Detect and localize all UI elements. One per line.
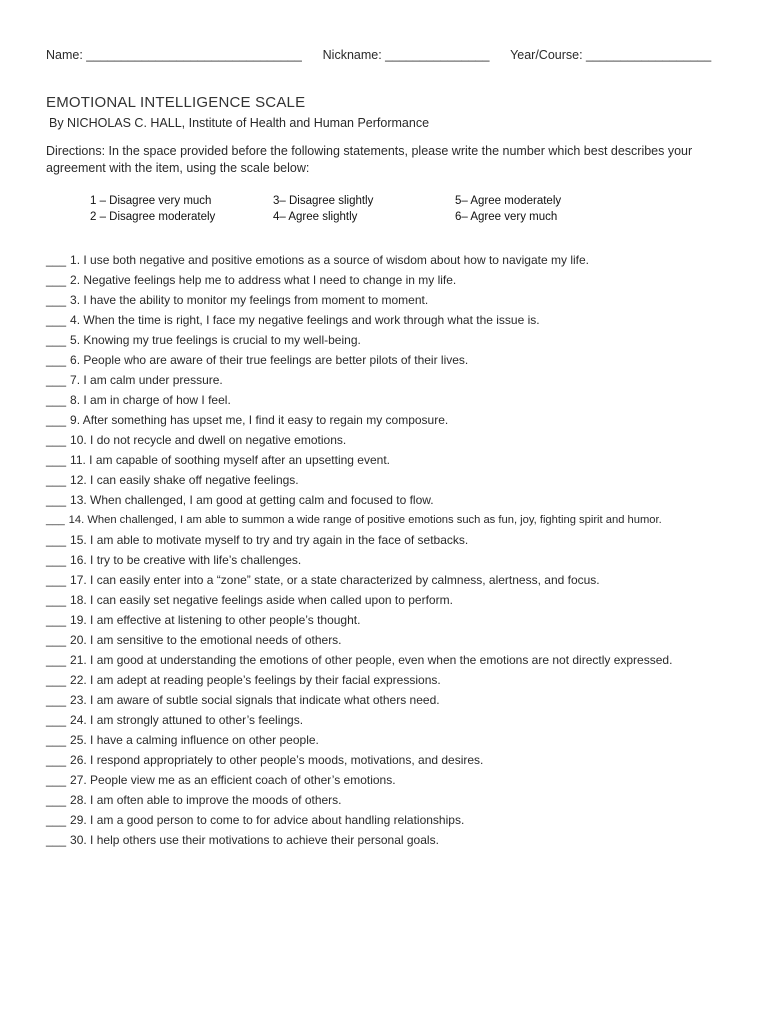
- statement-text: 16. I try to be creative with life’s challenges.: [70, 553, 302, 567]
- byline: By NICHOLAS C. HALL, Institute of Health and Human Performance: [49, 116, 430, 130]
- answer-blank[interactable]: ___: [46, 333, 67, 347]
- statement-item: [46, 412, 746, 432]
- answer-blank[interactable]: ___: [46, 633, 67, 647]
- statement-text: 20. I am sensitive to the emotional needs of others.: [70, 633, 342, 647]
- scale-item: 6– Agree very much: [455, 211, 558, 223]
- statement-text: 14. When challenged, I am able to summon a wide range of positive emotions such as fun, joy, fighting spirit and humor.: [68, 514, 662, 526]
- name-field[interactable]: Name: _______________________________: [46, 48, 302, 62]
- statement-item: [46, 732, 746, 752]
- statement-text: 5. Knowing my true feelings is crucial to my well-being.: [70, 333, 361, 347]
- statement-text: 4. When the time is right, I face my negative feelings and work through what the issue is.: [70, 313, 540, 327]
- statement-item: [46, 332, 746, 352]
- answer-blank[interactable]: ___: [46, 514, 65, 526]
- statement-text: 21. I am good at understanding the emotions of other people, even when the emotions are not directly expressed.: [70, 653, 673, 667]
- statement-item: [46, 832, 746, 852]
- statement-item: [46, 612, 746, 632]
- statement-item: [46, 672, 746, 692]
- statement-item: [46, 392, 746, 412]
- answer-blank[interactable]: ___: [46, 253, 67, 267]
- statement-item: [46, 292, 746, 312]
- statement-item: [46, 592, 746, 612]
- statement-item: [46, 252, 746, 272]
- statement-text: 2. Negative feelings help me to address what I need to change in my life.: [70, 273, 457, 287]
- answer-blank[interactable]: ___: [46, 693, 67, 707]
- statement-item: [46, 432, 746, 452]
- directions: Directions: In the space provided before the following statements, please write the number which best describes your agreement with the item, using the scale below:: [46, 144, 693, 175]
- answer-blank[interactable]: ___: [46, 393, 67, 407]
- statement-item: [46, 492, 746, 512]
- statement-item: [46, 652, 746, 672]
- statement-text: 3. I have the ability to monitor my feelings from moment to moment.: [70, 293, 429, 307]
- answer-blank[interactable]: ___: [46, 553, 67, 567]
- scale-item: 3– Disagree slightly: [273, 195, 374, 207]
- nickname-field[interactable]: Nickname: _______________: [322, 48, 490, 62]
- statement-item: [46, 812, 746, 832]
- answer-blank[interactable]: ___: [46, 453, 67, 467]
- statement-item: [46, 352, 746, 372]
- scale-item: 5– Agree moderately: [455, 195, 562, 207]
- statement-text: 25. I have a calming influence on other people.: [70, 733, 319, 747]
- statement-text: 30. I help others use their motivations to achieve their personal goals.: [70, 833, 439, 847]
- statement-item: [46, 532, 746, 552]
- answer-blank[interactable]: ___: [46, 613, 67, 627]
- answer-blank[interactable]: ___: [46, 493, 67, 507]
- statement-list: [46, 252, 746, 852]
- statement-item: [46, 572, 746, 592]
- header-fields: [46, 48, 726, 62]
- statement-text: 26. I respond appropriately to other people’s moods, motivations, and desires.: [70, 753, 484, 767]
- statement-item: [46, 472, 746, 492]
- answer-blank[interactable]: ___: [46, 713, 67, 727]
- statement-item: [46, 372, 746, 392]
- answer-blank[interactable]: ___: [46, 573, 67, 587]
- answer-blank[interactable]: ___: [46, 793, 67, 807]
- statement-item: [46, 792, 746, 812]
- answer-blank[interactable]: ___: [46, 533, 67, 547]
- year-course-field[interactable]: Year/Course: __________________: [510, 48, 712, 62]
- answer-blank[interactable]: ___: [46, 273, 67, 287]
- scale-item: 4– Agree slightly: [273, 211, 358, 223]
- statement-text: 12. I can easily shake off negative feelings.: [70, 473, 299, 487]
- statement-text: 7. I am calm under pressure.: [70, 373, 223, 387]
- statement-item: [46, 692, 746, 712]
- scale-item: 1 – Disagree very much: [90, 195, 212, 207]
- statement-item: [46, 312, 746, 332]
- statement-item: [46, 752, 746, 772]
- statement-item: [46, 452, 746, 472]
- answer-blank[interactable]: ___: [46, 373, 67, 387]
- answer-blank[interactable]: ___: [46, 433, 67, 447]
- statement-text: 13. When challenged, I am good at getting calm and focused to flow.: [70, 493, 434, 507]
- answer-blank[interactable]: ___: [46, 413, 67, 427]
- statement-text: 6. People who are aware of their true feelings are better pilots of their lives.: [70, 353, 469, 367]
- answer-blank[interactable]: ___: [46, 593, 67, 607]
- answer-blank[interactable]: ___: [46, 813, 67, 827]
- statement-item: [46, 632, 746, 652]
- statement-text: 27. People view me as an efficient coach of other’s emotions.: [70, 773, 396, 787]
- answer-blank[interactable]: ___: [46, 653, 67, 667]
- statement-text: 8. I am in charge of how I feel.: [70, 393, 231, 407]
- answer-blank[interactable]: ___: [46, 733, 67, 747]
- statement-text: 19. I am effective at listening to other people’s thought.: [70, 613, 361, 627]
- scale-item: 2 – Disagree moderately: [90, 211, 216, 223]
- answer-blank[interactable]: ___: [46, 753, 67, 767]
- statement-text: 23. I am aware of subtle social signals that indicate what others need.: [70, 693, 440, 707]
- scale-legend: [90, 193, 650, 225]
- answer-blank[interactable]: ___: [46, 673, 67, 687]
- answer-blank[interactable]: ___: [46, 773, 67, 787]
- statement-text: 29. I am a good person to come to for advice about handling relationships.: [70, 813, 465, 827]
- statement-text: 22. I am adept at reading people’s feelings by their facial expressions.: [70, 673, 441, 687]
- answer-blank[interactable]: ___: [46, 313, 67, 327]
- statement-text: 1. I use both negative and positive emotions as a source of wisdom about how to navigate my life.: [70, 253, 589, 267]
- statement-item: [46, 772, 746, 792]
- statement-text: 18. I can easily set negative feelings aside when called upon to perform.: [70, 593, 453, 607]
- statement-text: 28. I am often able to improve the moods of others.: [70, 793, 342, 807]
- statement-item: [46, 712, 746, 732]
- answer-blank[interactable]: ___: [46, 473, 67, 487]
- answer-blank[interactable]: ___: [46, 353, 67, 367]
- page-title: EMOTIONAL INTELLIGENCE SCALE: [46, 94, 306, 111]
- statement-text: 11. I am capable of soothing myself after an upsetting event.: [70, 453, 390, 467]
- answer-blank[interactable]: ___: [46, 833, 67, 847]
- statement-text: 17. I can easily enter into a “zone” state, or a state characterized by calmness, alertness, and focus.: [70, 573, 600, 587]
- statement-text: 24. I am strongly attuned to other’s feelings.: [70, 713, 304, 727]
- answer-blank[interactable]: ___: [46, 293, 67, 307]
- statement-text: 9. After something has upset me, I find it easy to regain my composure.: [70, 413, 449, 427]
- statement-item: [46, 512, 746, 532]
- statement-item: [46, 272, 746, 292]
- statement-text: 15. I am able to motivate myself to try and try again in the face of setbacks.: [70, 533, 469, 547]
- statement-item: [46, 552, 746, 572]
- statement-text: 10. I do not recycle and dwell on negative emotions.: [70, 433, 347, 447]
